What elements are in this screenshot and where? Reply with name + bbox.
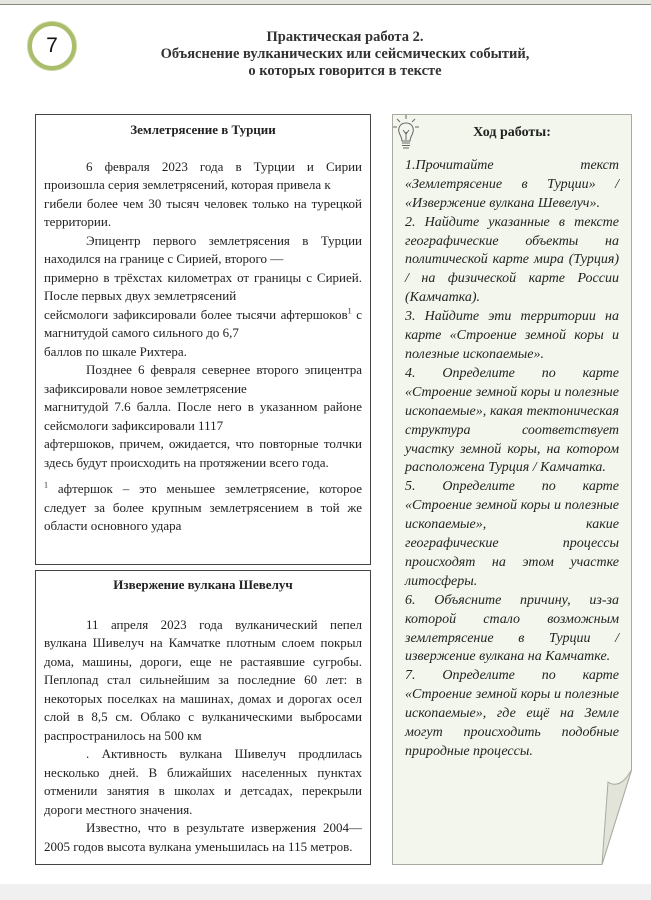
text-part: с магнитудой самого сильного до 6,7	[44, 306, 362, 340]
title-line: о которых говорится в тексте	[248, 63, 442, 79]
procedure-step: 4. Определите по карте «Строение земной коры и полезные ископаемые», какая тектоническая структура соответствует участку земной коры, на котором расположена Турция / Камчатка.	[405, 365, 619, 476]
page-title	[120, 29, 570, 80]
procedure-step: 3. Найдите эти территории на карте «Строение земной коры и полезные ископаемые».	[405, 309, 619, 362]
turkey-heading: Землетрясение в Турции	[130, 122, 276, 137]
text-segment: примерно в трёхстах километрах от границы с Сирией. После первых двух землетрясений	[44, 269, 362, 303]
bottom-band	[0, 884, 651, 900]
lightbulb-icon	[392, 114, 420, 154]
procedure-step: 1.Прочитайте текст «Землетрясение в Турции» / «Извержение вулкана Шевелуч».	[405, 157, 619, 211]
text-segment: гибели более чем 30 тысяч человек только на турецкой территории.	[44, 195, 362, 229]
procedure-step: 2. Найдите указанные в тексте географические объекты на политической карте мира (Турция) / на физической карте России (Камчатка).	[405, 214, 619, 306]
footnote-text: афтершок – это меньшее землетрясение, которое следует за более крупным землетрясением в той же области основного удара	[44, 481, 362, 533]
procedure-heading: Ход работы:	[473, 125, 551, 140]
top-divider	[0, 0, 651, 5]
title-line: Практическая работа 2.	[266, 29, 424, 45]
text-segment: 6 февраля 2023 года в Турции и Сирии произошла серия землетрясений, которая привела к	[44, 158, 362, 192]
turkey-earthquake-box	[35, 114, 371, 565]
procedure-step: 7. Определите по карте «Строение земной коры и полезные ископаемые», где ещё на Земле могут происходить подобные природные процессы.	[405, 668, 619, 759]
text-segment: Известно, что в результате извержения 2004—2005 годов высота вулкана уменьшилась на 115 метров.	[44, 820, 362, 854]
text-segment: баллов по шкале Рихтера.	[44, 343, 187, 359]
text-segment: Позднее 6 февраля севернее второго эпицентра зафиксировали новое землетрясение	[44, 362, 362, 396]
footnote-ref: 1	[347, 306, 352, 316]
text-segment: Эпицентр первого землетрясения в Турции находился на границе с Сирией, второго —	[44, 232, 362, 266]
procedure-step: 5. Определите по карте «Строение земной коры и полезные ископаемые», какие географические процессы происходят на этом участке литосферы.	[405, 479, 619, 589]
text-segment: магнитудой 7.6 балла. После него в указанном районе сейсмологи зафиксировали 1117	[44, 399, 362, 433]
text-segment: афтершоков, причем, ожидается, что повторные толчки здесь будут происходить на протяжении всего года.	[44, 436, 362, 470]
text-segment: . Активность вулкана Шивелуч продлилась несколько дней. В ближайших населенных пунктах отменили занятия в школах и детсадах, перекрыли дороги местного значения.	[44, 746, 362, 817]
text-part: сейсмологи зафиксировали более тысячи афтершоков	[44, 306, 348, 322]
footnote	[44, 480, 362, 536]
procedure-step: 6. Объясните причину, из-за которой стало возможным землетрясение в Турции / извержение вулкана на Камчатке.	[405, 592, 619, 665]
title-line: Объяснение вулканических или сейсмических событий,	[160, 46, 530, 62]
page-number-badge	[28, 22, 76, 70]
volcano-eruption-box	[35, 570, 371, 865]
footnote-mark: 1	[44, 480, 48, 490]
volcano-heading: Извержение вулкана Шевелуч	[113, 577, 293, 592]
procedure-panel	[392, 114, 632, 865]
text-segment	[44, 306, 362, 343]
page-number: 7	[46, 34, 58, 57]
text-segment: 11 апреля 2023 года вулканический пепел вулкана Шивелуч на Камчатке плотным слоем покрыл дома, машины, дороги, еще не растаявшие сугробы. Пеплопад стал сильнейшим за последние 60 лет: в некоторых поселках на машинах, домах и дорогах осел слой в 8,5 см. Облако с вулканическими выбросами распространилось на 500 км	[44, 616, 362, 743]
